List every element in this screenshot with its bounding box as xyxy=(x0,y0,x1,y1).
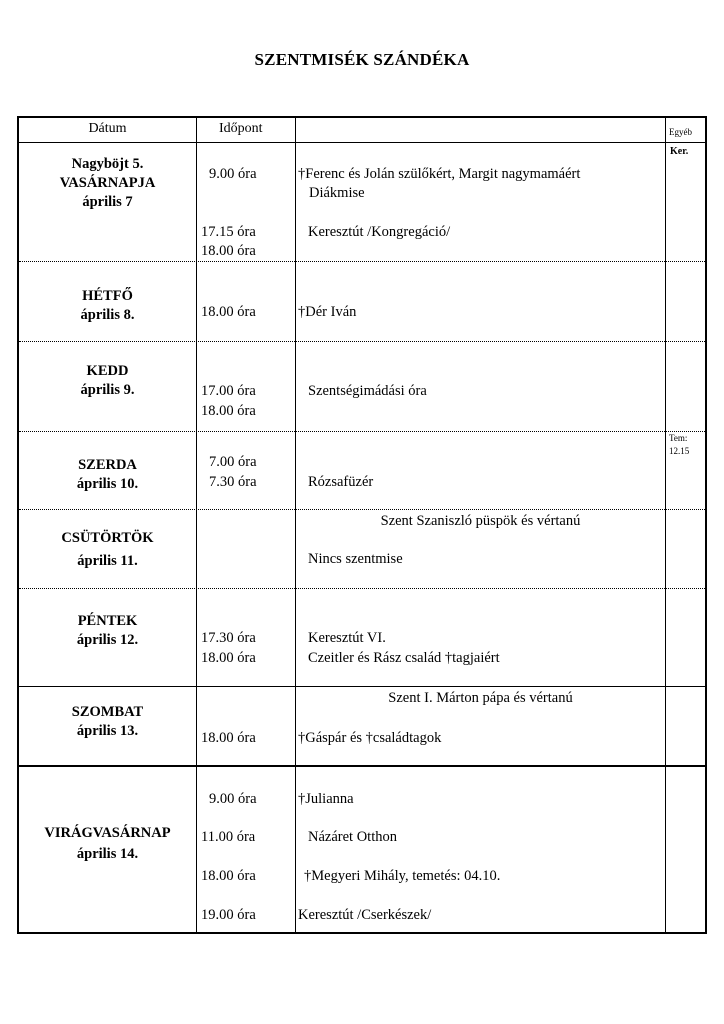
day-name: VIRÁGVASÁRNAP xyxy=(44,825,171,841)
row-divider xyxy=(19,686,705,687)
day-date: április 12. xyxy=(76,632,139,648)
day-date: április 8. xyxy=(80,307,135,323)
mass-intention: Szentségimádási óra xyxy=(308,383,427,399)
feast-name: Szent I. Márton pápa és vértanú xyxy=(388,690,573,706)
mass-intention: Rózsafüzér xyxy=(308,474,374,490)
mass-time: 18.00 óra xyxy=(201,730,256,746)
row-divider xyxy=(19,765,705,767)
mass-intention: Nincs szentmise xyxy=(308,551,403,567)
day-name: KEDD xyxy=(86,363,129,379)
mass-intention: Czeitler és Rász család †tagjaiért xyxy=(308,650,500,666)
other-note: Tem: xyxy=(669,433,688,443)
mass-time: 18.00 óra xyxy=(201,650,256,666)
day-name: CSÜTÖRTÖK xyxy=(61,530,154,546)
mass-time: 17.30 óra xyxy=(201,630,256,646)
header-date: Dátum xyxy=(88,121,127,136)
header-divider xyxy=(19,142,705,143)
mass-time: 19.00 óra xyxy=(201,907,256,923)
page-title: SZENTMISÉK SZÁNDÉKA xyxy=(254,50,470,69)
mass-time: 11.00 óra xyxy=(201,829,256,845)
day-name: HÉTFŐ xyxy=(82,288,133,304)
header-other: Egyéb xyxy=(669,127,692,137)
mass-intention: Keresztút /Kongregáció/ xyxy=(308,224,451,240)
mass-intention: Keresztút /Cserkészek/ xyxy=(298,907,432,923)
mass-time: 17.00 óra xyxy=(201,383,256,399)
row-divider xyxy=(19,261,705,262)
mass-time: 18.00 óra xyxy=(201,403,256,419)
mass-time: 9.00 óra xyxy=(209,791,257,807)
mass-intention: †Ferenc és Jolán szülőkért, Margit nagymamáért xyxy=(298,166,581,182)
mass-intention: Názáret Otthon xyxy=(308,829,397,845)
mass-intentions-table xyxy=(17,116,707,934)
mass-time: 17.15 óra xyxy=(201,224,256,240)
mass-time: 18.00 óra xyxy=(201,243,256,259)
mass-intention: †Dér Iván xyxy=(298,304,357,320)
day-name: VASÁRNAPJA xyxy=(59,175,156,191)
mass-intention: Keresztút VI. xyxy=(308,630,386,646)
day-date: április 13. xyxy=(76,723,139,739)
day-date: április 10. xyxy=(76,476,139,492)
day-date: április 11. xyxy=(77,553,138,569)
mass-time: 18.00 óra xyxy=(201,304,256,320)
mass-time: 7.30 óra xyxy=(209,474,257,490)
other-note: Ker. xyxy=(670,146,689,157)
mass-time: 18.00 óra xyxy=(201,868,256,884)
row-divider xyxy=(19,341,705,342)
mass-intention: †Julianna xyxy=(298,791,354,807)
day-name: Nagyböjt 5. xyxy=(71,156,144,172)
day-date: április 9. xyxy=(80,382,135,398)
day-name: SZERDA xyxy=(78,457,137,473)
row-divider xyxy=(19,588,705,589)
mass-intention: †Megyeri Mihály, temetés: 04.10. xyxy=(304,868,501,884)
header-time: Időpont xyxy=(219,121,263,136)
row-divider xyxy=(19,509,705,510)
column-divider-date xyxy=(196,118,197,932)
day-date: április 14. xyxy=(76,846,139,862)
mass-intention: †Gáspár és †családtagok xyxy=(298,730,442,746)
mass-time: 9.00 óra xyxy=(209,166,257,182)
mass-intention: Diákmise xyxy=(309,185,365,201)
day-name: PÉNTEK xyxy=(77,613,138,629)
other-note: 12.15 xyxy=(669,446,690,456)
day-date: április 7 xyxy=(82,194,133,210)
mass-time: 7.00 óra xyxy=(209,454,257,470)
day-name: SZOMBAT xyxy=(71,704,144,720)
feast-name: Szent Szaniszló püspök és vértanú xyxy=(380,513,581,529)
row-divider xyxy=(19,431,705,432)
